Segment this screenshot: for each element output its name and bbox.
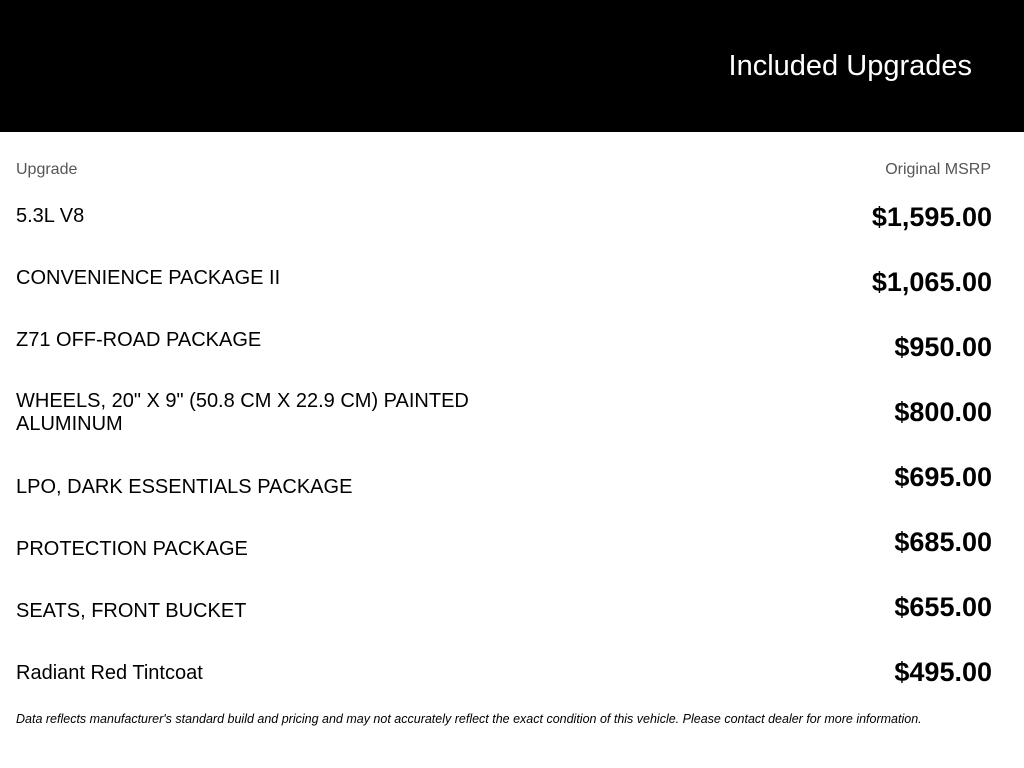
upgrade-price: $695.00 xyxy=(894,462,992,492)
disclaimer-text: Data reflects manufacturer's standard build and pricing and may not accurately reflect the exact condition of this vehicle. Please contact dealer for more information. xyxy=(16,712,922,726)
upgrade-name: PROTECTION PACKAGE xyxy=(16,538,248,560)
page-title: Included Upgrades xyxy=(728,50,972,82)
upgrade-name: SEATS, FRONT BUCKET xyxy=(16,600,247,622)
upgrade-name: CONVENIENCE PACKAGE II xyxy=(16,267,281,289)
upgrade-price: $1,595.00 xyxy=(871,202,992,232)
upgrade-price: $495.00 xyxy=(894,657,992,687)
upgrade-price: $950.00 xyxy=(894,332,992,362)
upgrade-name: LPO, DARK ESSENTIALS PACKAGE xyxy=(16,476,353,498)
upgrade-price: $1,065.00 xyxy=(871,267,992,297)
upgrade-price: $800.00 xyxy=(894,397,992,427)
column-header-msrp: Original MSRP xyxy=(885,161,991,178)
upgrade-name: 5.3L V8 xyxy=(16,205,85,227)
upgrade-name: Z71 OFF-ROAD PACKAGE xyxy=(16,329,262,351)
upgrade-name: Radiant Red Tintcoat xyxy=(16,662,203,684)
upgrade-name: WHEELS, 20" X 9" (50.8 CM X 22.9 CM) PAINTED ALUMINUM xyxy=(16,390,469,435)
upgrade-price: $655.00 xyxy=(894,592,992,622)
upgrade-price: $685.00 xyxy=(894,527,992,557)
column-header-upgrade: Upgrade xyxy=(16,161,78,178)
header-banner xyxy=(0,0,1024,132)
